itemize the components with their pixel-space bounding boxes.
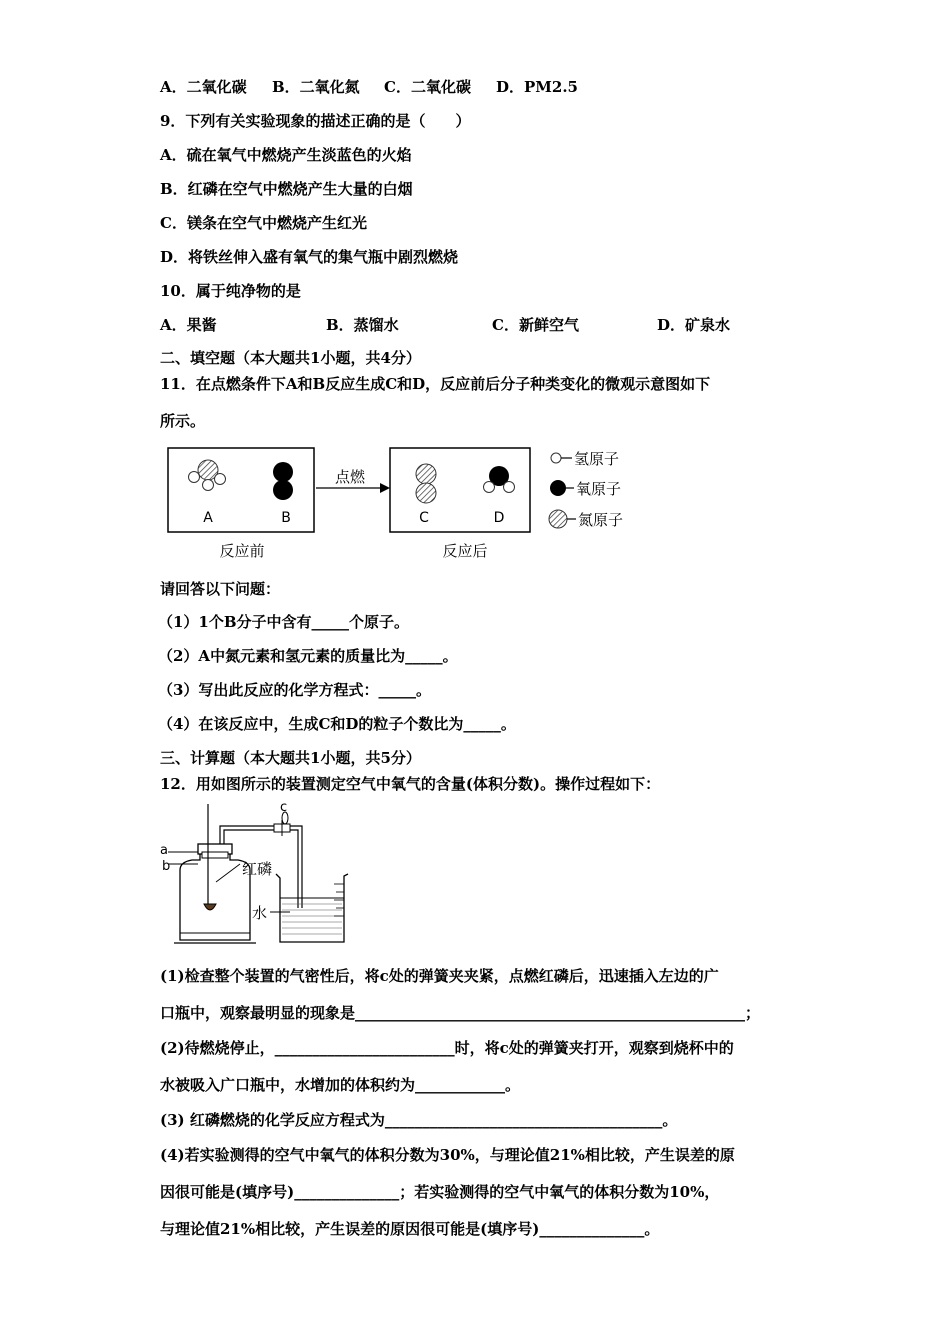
molecule-d (484, 466, 515, 493)
label-a: a (160, 843, 168, 858)
q12-part-2-line1: (2)待燃烧停止，________________________时，将c处的弹簧夹打开，观察到烧杯中的 (160, 1039, 734, 1057)
label-b: B (281, 510, 291, 526)
q11-stem-line2: 所示。 (160, 412, 206, 430)
label-a: A (203, 510, 213, 526)
molecule-b (273, 462, 293, 500)
label-c: C (419, 510, 429, 526)
legend-n-label: 氮原子 (578, 511, 624, 529)
legend-h-icon (551, 453, 561, 463)
q11-prompt: 请回答以下问题： (160, 580, 281, 598)
q8-option-b: B．二氧化氮 (272, 78, 360, 96)
beaker (276, 874, 348, 942)
section-3-heading: 三、计算题（本大题共1小题，共5分） (160, 749, 421, 767)
arrow-head-icon (380, 483, 390, 493)
arrow-label: 点燃 (334, 468, 366, 486)
q9-stem: 9．下列有关实验现象的描述正确的是（ ） (160, 112, 471, 130)
q12-part-2-line2: 水被吸入广口瓶中，水增加的体积约为____________。 (160, 1076, 521, 1094)
q12-part-1-line2: 口瓶中，观察最明显的现象是____________________________________________________； (160, 1004, 761, 1022)
combustion-spoon (204, 904, 216, 910)
q12-part-1-line1: (1)检查整个装置的气密性后，将c处的弹簧夹夹紧，点燃红磷后，迅速插入左边的广 (160, 967, 719, 985)
q11-part-1: （1）1个B分子中含有_____个原子。 (158, 613, 410, 631)
section-2-heading: 二、填空题（本大题共1小题，共4分） (160, 349, 421, 367)
caption-before: 反应前 (219, 542, 265, 560)
molecule-a (189, 460, 226, 491)
q8-option-c: C．二氧化碳 (384, 78, 471, 96)
q12-stem: 12．用如图所示的装置测定空气中氧气的含量(体积分数)。操作过程如下： (160, 775, 661, 793)
wide-mouth-bottle (174, 844, 256, 943)
q9-option-a: A．硫在氧气中燃烧产生淡蓝色的火焰 (160, 146, 412, 164)
q11-part-3: （3）写出此反应的化学方程式：_____。 (158, 681, 431, 699)
legend-h-label: 氢原子 (574, 450, 620, 468)
q10-option-a: A．果酱 (160, 316, 217, 334)
q11-reaction-diagram (160, 438, 650, 568)
label-red-phosphorus: 红磷 (242, 860, 273, 878)
q9-option-c: C．镁条在空气中燃烧产生红光 (160, 214, 367, 232)
q11-stem-line1: 11．在点燃条件下A和B反应生成C和D，反应前后分子种类变化的微观示意图如下 (160, 375, 711, 393)
q10-stem: 10．属于纯净物的是 (160, 282, 301, 300)
label-c: c (280, 800, 288, 815)
q11-part-4: （4）在该反应中，生成C和D的粒子个数比为_____。 (158, 715, 516, 733)
q8-option-d: D．PM2.5 (496, 78, 578, 96)
legend-n-icon (549, 510, 567, 528)
molecule-c (416, 464, 436, 503)
q9-option-d: D．将铁丝伸入盛有氧气的集气瓶中剧烈燃烧 (160, 248, 459, 266)
q10-option-b: B．蒸馏水 (326, 316, 399, 334)
label-water: 水 (252, 904, 268, 922)
q8-option-a: A．二氧化碳 (160, 78, 247, 96)
q12-part-4-line2: 因很可能是(填序号)______________；若实验测得的空气中氧气的体积分数为10%， (160, 1183, 720, 1201)
legend-o-label: 氧原子 (576, 480, 622, 498)
legend-o-icon (550, 480, 566, 496)
spring-clamp-icon (274, 812, 290, 836)
q11-part-2: （2）A中氮元素和氢元素的质量比为_____。 (158, 647, 458, 665)
legend (549, 450, 623, 529)
q12-part-3: (3) 红磷燃烧的化学反应方程式为_____________________________________。 (160, 1111, 678, 1129)
q10-option-d: D．矿泉水 (657, 316, 731, 334)
label-b: b (162, 859, 171, 874)
q12-part-4-line1: (4)若实验测得的空气中氧气的体积分数为30%，与理论值21%相比较，产生误差的原 (160, 1146, 735, 1164)
q10-option-c: C．新鲜空气 (492, 316, 579, 334)
q12-apparatus-diagram (158, 800, 358, 950)
label-d: D (493, 510, 505, 526)
q9-option-b: B．红磷在空气中燃烧产生大量的白烟 (160, 180, 413, 198)
q12-part-4-line3: 与理论值21%相比较，产生误差的原因很可能是(填序号)______________。 (160, 1220, 660, 1238)
caption-after: 反应后 (442, 542, 488, 560)
